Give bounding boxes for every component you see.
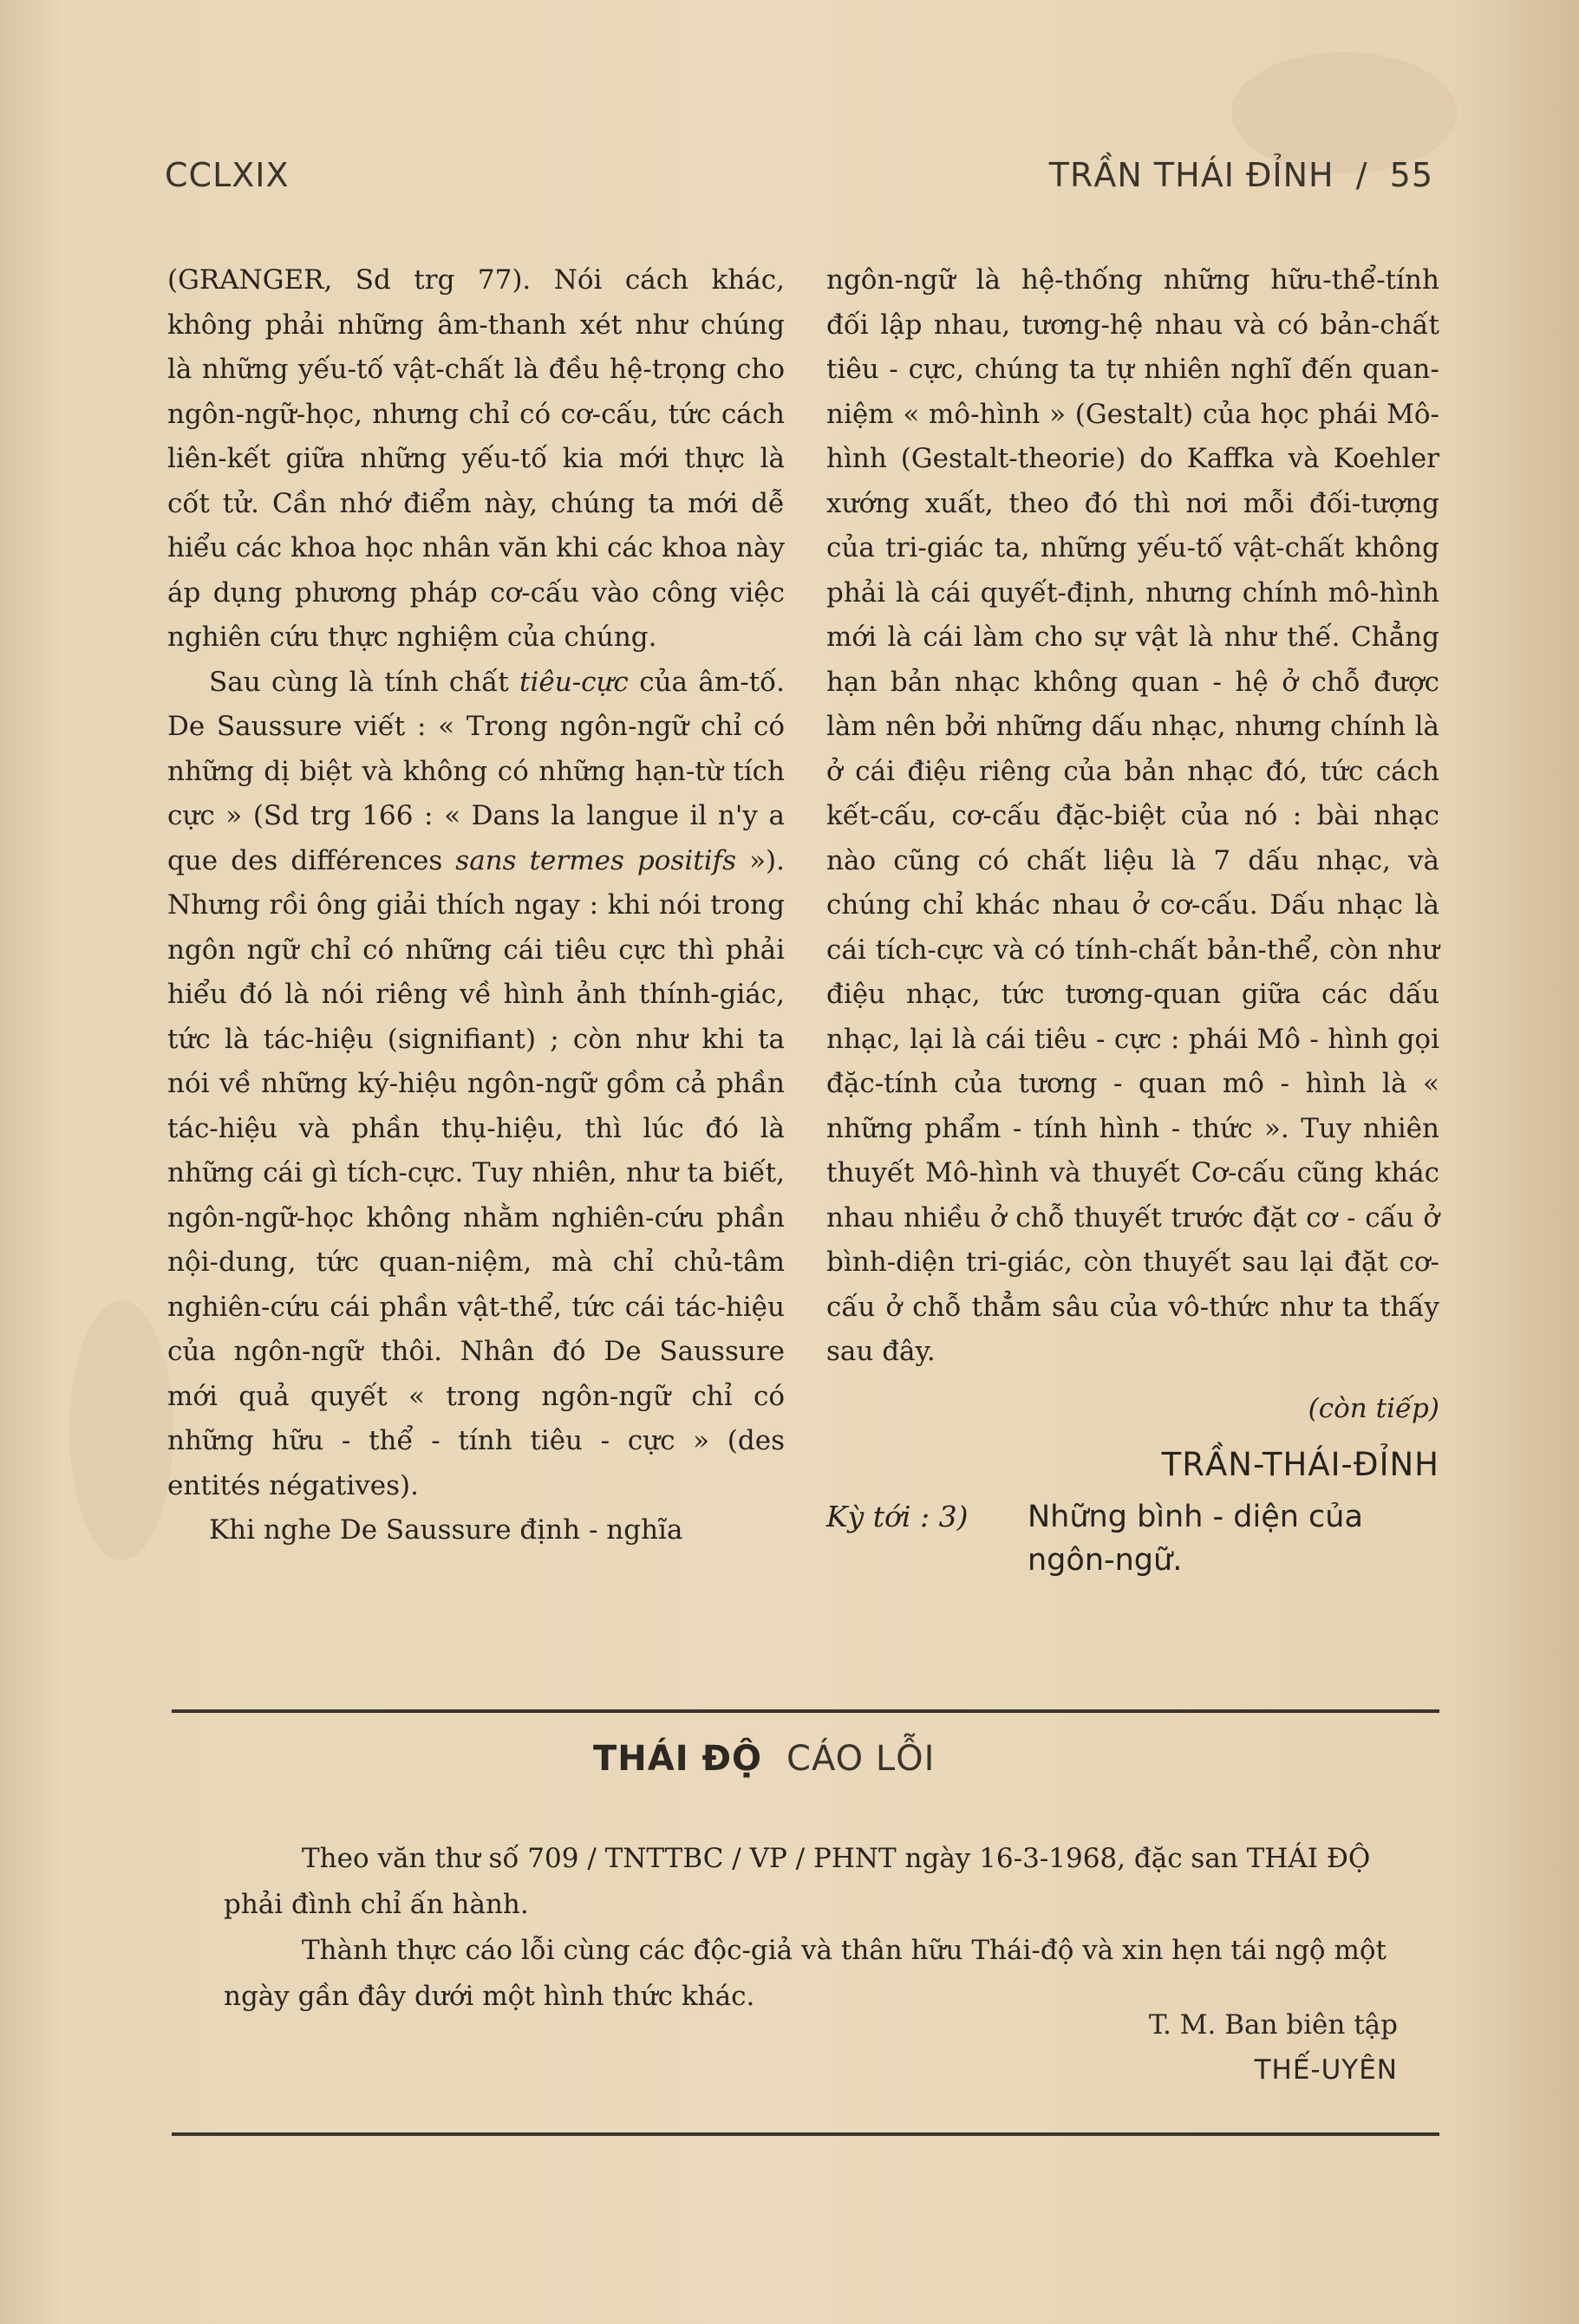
body-paragraph: ngôn-ngữ là hệ-thống những hữu-thể-tính đối lập nhau, tương-hệ nhau và có bản-chất tiêu - cực, chúng ta tự nhiên nghĩ đến quan-niệm « mô-hình » (Gestalt) của học phái Mô-hình (Gestalt-theorie) do Kaffka và Koehler xướng xuất, theo đó thì nơi mỗi đối-tượng của tri-giác ta, những yếu-tố vật-chất không phải là cái quyết-định, nhưng chính mô-hình mới là cái làm cho sự vật là như thế. Chẳng hạn bản nhạc không quan - hệ ở chỗ được làm nên bởi những dấu nhạc, nhưng chính là ở cái điệu riêng của bản nhạc đó, tức cách kết-cấu, cơ-cấu đặc-biệt của nó : bài nhạc nào cũng có chất liệu là 7 dấu nhạc, và chúng chỉ khác nhau ở cơ-cấu. Dấu nhạc là cái tích-cực và có tính-chất bản-thể, còn như điệu nhạc, tức tương-quan giữa các dấu nhạc, lại là cái tiêu - cực : phái Mô - hình gọi đặc-tính của tương - quan mô - hình là « những phẩm - tính hình - thức ». Tuy nhiên thuyết Mô-hình và thuyết Cơ-cấu cũng khác nhau nhiều ở chỗ thuyết trước đặt cơ - cấu ở bình-diện tri-giác, còn thuyết sau lại đặt cơ-cấu ở chỗ thẳm sâu của vô-thức như ta thấy sau đây. — [826, 264, 1439, 1367]
next-issue-title: Những bình - diện của ngôn-ngữ. — [1028, 1500, 1363, 1578]
running-header — [165, 156, 1433, 208]
page-number: 55 — [1389, 156, 1433, 194]
article-signature: TRẦN-THÁI-ĐỈNH — [1161, 1446, 1439, 1483]
right-column — [826, 258, 1439, 1582]
header-right — [1039, 156, 1433, 194]
header-author: TRẦN THÁI ĐỈNH — [1048, 156, 1334, 194]
left-column — [167, 258, 785, 1553]
next-issue-label: Kỳ tới : 3) — [826, 1500, 969, 1533]
issue-number: CCLXIX — [165, 156, 290, 194]
continued-note: (còn tiếp) — [1308, 1392, 1439, 1424]
signature-name: THẾ-UYÊN — [1254, 2054, 1398, 2086]
text-run: của âm-tố. De Saussure viết : « Trong ngôn-ngữ chỉ có những dị biệt và không có những hạn-từ tích cực » (Sd trg 166 : « Dans la langue il n'y a que des différences — [167, 666, 785, 876]
notice-signature — [1149, 2002, 1398, 2093]
notice-box — [172, 1709, 1439, 2136]
header-separator: / — [1355, 156, 1368, 194]
body-paragraph: Khi nghe De Saussure định - nghĩa — [209, 1514, 683, 1546]
notice-body — [224, 1836, 1394, 2020]
body-paragraph: (GRANGER, Sd trg 77). Nói cách khác, không phải những âm-thanh xét như chúng là những yếu-tố vật-chất là đều hệ-trọng cho ngôn-ngữ-học, nhưng chỉ có cơ-cấu, tức cách liên-kết giữa những yếu-tố kia mới thực là cốt tử. Cần nhớ điểm này, chúng ta mới dễ hiểu các khoa học nhân văn khi các khoa này áp dụng phương pháp cơ-cấu vào công việc nghiên cứu thực nghiệm của chúng. — [167, 264, 785, 653]
text-run: Sau cùng là tính chất — [209, 666, 520, 698]
next-issue — [826, 1495, 1439, 1582]
notice-paragraph: Theo văn thư số 709 / TNTTBC / VP / PHNT ngày 16-3-1968, đặc san THÁI ĐỘ phải đình chỉ ấn hành. — [224, 1843, 1371, 1920]
italic-quote: sans termes positifs — [455, 844, 737, 876]
signature-role: T. M. Ban biên tập — [1148, 2009, 1398, 2041]
notice-paragraph: Thành thực cáo lỗi cùng các độc-giả và thân hữu Thái-độ và xin hẹn tái ngộ một ngày gần đây dưới một hình thức khác. — [224, 1935, 1387, 2012]
paper-stain — [69, 1300, 173, 1560]
text-run: »). Nhưng rồi ông giải thích ngay : khi nói trong ngôn ngữ chỉ có những cái tiêu cực thì phải hiểu đó là nói riêng về hình ảnh thính-giác, tức là tác-hiệu (signifiant) ; còn như khi ta nói về những ký-hiệu ngôn-ngữ gồm cả phần tác-hiệu và phần thụ-hiệu, thì lúc đó là những cái gì tích-cực. Tuy nhiên, như ta biết, ngôn-ngữ-học không nhằm nghiên-cứu phần nội-dung, tức quan-niệm, mà chỉ chủ-tâm nghiên-cứu cái phần vật-thể, tức cái tác-hiệu của ngôn-ngữ thôi. Nhân đó De Saussure mới quả quyết « trong ngôn-ngữ chỉ có những hữu - thể - tính tiêu - cực » (des entités négatives). — [167, 844, 785, 1501]
paper-stain — [1231, 52, 1457, 173]
notice-title — [593, 1739, 935, 1779]
notice-title-strong: THÁI ĐỘ — [593, 1739, 763, 1779]
italic-term: tiêu-cực — [519, 666, 629, 698]
body-paragraph — [167, 661, 785, 1509]
notice-title-light: CÁO LỖI — [786, 1739, 936, 1779]
